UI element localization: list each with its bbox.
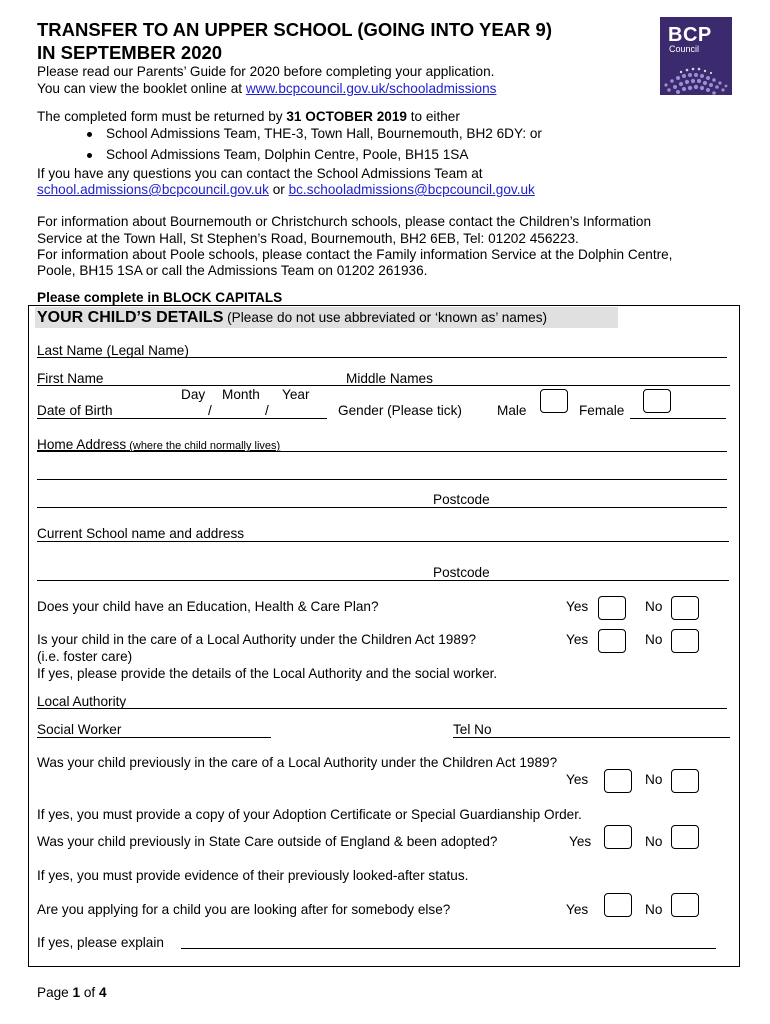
dob-month-label: Month (222, 387, 260, 402)
middle-names-label: Middle Names (346, 371, 433, 386)
bullet-icon (87, 132, 92, 137)
dob-slash: / (265, 403, 269, 418)
no-label: No (645, 772, 663, 787)
home-address-line1[interactable] (37, 451, 727, 452)
looking-after-no-checkbox[interactable] (671, 893, 699, 917)
form-title-line1: TRANSFER TO AN UPPER SCHOOL (GOING INTO YEAR 9) (37, 19, 552, 40)
dob-slash: / (208, 403, 212, 418)
state-care-yes-checkbox[interactable] (604, 825, 632, 849)
current-school-line1[interactable] (37, 541, 729, 542)
tel-no-field[interactable] (453, 737, 730, 738)
tel-no-label: Tel No (453, 722, 492, 737)
no-label: No (645, 834, 663, 849)
home-address-label (37, 436, 280, 455)
current-school-line2[interactable] (37, 580, 729, 581)
return-deadline-date: 31 OCTOBER 2019 (286, 109, 407, 124)
address-bullet2: School Admissions Team, Dolphin Centre, Poole, BH15 1SA (106, 147, 469, 162)
dob-label: Date of Birth (37, 403, 113, 418)
return-deadline (37, 108, 460, 125)
dob-day-label: Day (181, 387, 206, 402)
postcode-label: Postcode (433, 492, 490, 507)
last-name-field[interactable] (37, 357, 727, 358)
section-heading-note: (Please do not use abbreviated or ‘known as’ names) (223, 310, 548, 325)
ehcp-no-checkbox[interactable] (671, 596, 699, 620)
home-address-note: (where the child normally lives) (126, 440, 281, 452)
bullet-icon (87, 153, 92, 158)
yes-label: Yes (569, 834, 592, 849)
social-worker-label: Social Worker (37, 722, 122, 737)
care-question-note: (i.e. foster care) (37, 649, 133, 664)
looking-after-question: Are you applying for a child you are looking after for somebody else? (37, 902, 451, 917)
info-line3: For information about Poole schools, please contact the Family information Service at the Dolphin Centre, (37, 247, 673, 262)
explain-label: If yes, please explain (37, 935, 164, 950)
current-school-label: Current School name and address (37, 526, 245, 541)
care-yes-checkbox[interactable] (598, 629, 626, 653)
address-bullet1: School Admissions Team, THE-3, Town Hall, Bournemouth, BH2 6DY: or (106, 126, 542, 141)
return-deadline-post: to either (406, 109, 460, 124)
ehcp-yes-checkbox[interactable] (598, 596, 626, 620)
no-label: No (645, 632, 663, 647)
yes-label: Yes (566, 772, 589, 787)
intro-line1: Please read our Parents’ Guide for 2020 before completing your application. (37, 64, 495, 79)
last-name-label: Last Name (Legal Name) (37, 343, 189, 358)
contact-emails (37, 181, 535, 198)
gender-male-label: Male (497, 403, 527, 418)
gender-male-checkbox[interactable] (540, 389, 568, 413)
section-heading-title: YOUR CHILD’S DETAILS (37, 309, 224, 326)
looking-after-yes-checkbox[interactable] (604, 893, 632, 917)
care-question: Is your child in the care of a Local Authority under the Children Act 1989? (37, 632, 477, 647)
first-name-label: First Name (37, 371, 104, 386)
dob-year-label: Year (282, 387, 310, 402)
intro-line2-text: You can view the booklet online at (37, 81, 246, 96)
logo-subtext: Council (669, 44, 700, 54)
care-question-details: If yes, please provide the details of the Local Authority and the social worker. (37, 666, 498, 681)
dob-field[interactable] (37, 418, 327, 419)
local-authority-label: Local Authority (37, 694, 127, 709)
email-or: or (268, 182, 289, 197)
info-line4: Poole, BH15 1SA or call the Admissions Team on 01202 261936. (37, 263, 428, 278)
info-line1: For information about Bournemouth or Christchurch schools, please contact the Children’s Information (37, 214, 652, 229)
no-label: No (645, 902, 663, 917)
home-address-title: Home Address (37, 437, 127, 452)
prev-care-note: If yes, you must provide a copy of your Adoption Certificate or Special Guardianship Order. (37, 807, 582, 822)
local-authority-field[interactable] (37, 708, 727, 709)
intro-line2 (37, 80, 496, 97)
state-care-no-checkbox[interactable] (671, 825, 699, 849)
page-pre: Page (37, 985, 73, 1000)
bcp-council-logo (660, 17, 732, 95)
gender-label: Gender (Please tick) (338, 403, 462, 418)
form-title-line2: IN SEPTEMBER 2020 (37, 42, 223, 63)
yes-label: Yes (566, 632, 589, 647)
no-label: No (645, 599, 663, 614)
prev-care-yes-checkbox[interactable] (604, 769, 632, 793)
block-capitals-note: Please complete in BLOCK CAPITALS (37, 290, 283, 305)
email-link-2[interactable]: bc.schooladmissions@bcpcouncil.gov.uk (288, 182, 535, 197)
state-care-question: Was your child previously in State Care outside of England & been adopted? (37, 834, 498, 849)
page-current: 1 (72, 985, 81, 1000)
yes-label: Yes (566, 902, 589, 917)
email-link-1[interactable]: school.admissions@bcpcouncil.gov.uk (37, 182, 269, 197)
contact-text: If you have any questions you can contact the School Admissions Team at (37, 166, 483, 181)
care-no-checkbox[interactable] (671, 629, 699, 653)
social-worker-field[interactable] (37, 737, 271, 738)
school-postcode-label: Postcode (433, 565, 490, 580)
home-address-line2[interactable] (37, 479, 727, 480)
prev-care-no-checkbox[interactable] (671, 769, 699, 793)
page-of: of (80, 985, 99, 1000)
page-number (37, 984, 107, 1001)
home-address-line3[interactable] (37, 507, 727, 508)
explain-field[interactable] (181, 948, 716, 949)
logo-text: BCP (668, 24, 712, 46)
state-care-note: If yes, you must provide evidence of their previously looked-after status. (37, 868, 469, 883)
gender-female-label: Female (579, 403, 625, 418)
ehcp-question: Does your child have an Education, Health & Care Plan? (37, 599, 379, 614)
gender-line (630, 418, 726, 419)
yes-label: Yes (566, 599, 589, 614)
section-heading (37, 308, 547, 328)
prev-care-question: Was your child previously in the care of a Local Authority under the Children Act 1989? (37, 755, 558, 770)
page-total: 4 (98, 985, 107, 1000)
info-line2: Service at the Town Hall, St Stephen’s Road, Bournemouth, BH2 6EB, Tel: 01202 456223. (37, 231, 579, 246)
gender-female-checkbox[interactable] (643, 389, 671, 413)
return-deadline-pre: The completed form must be returned by (37, 109, 287, 124)
booklet-link[interactable]: www.bcpcouncil.gov.uk/schooladmissions (245, 81, 497, 96)
